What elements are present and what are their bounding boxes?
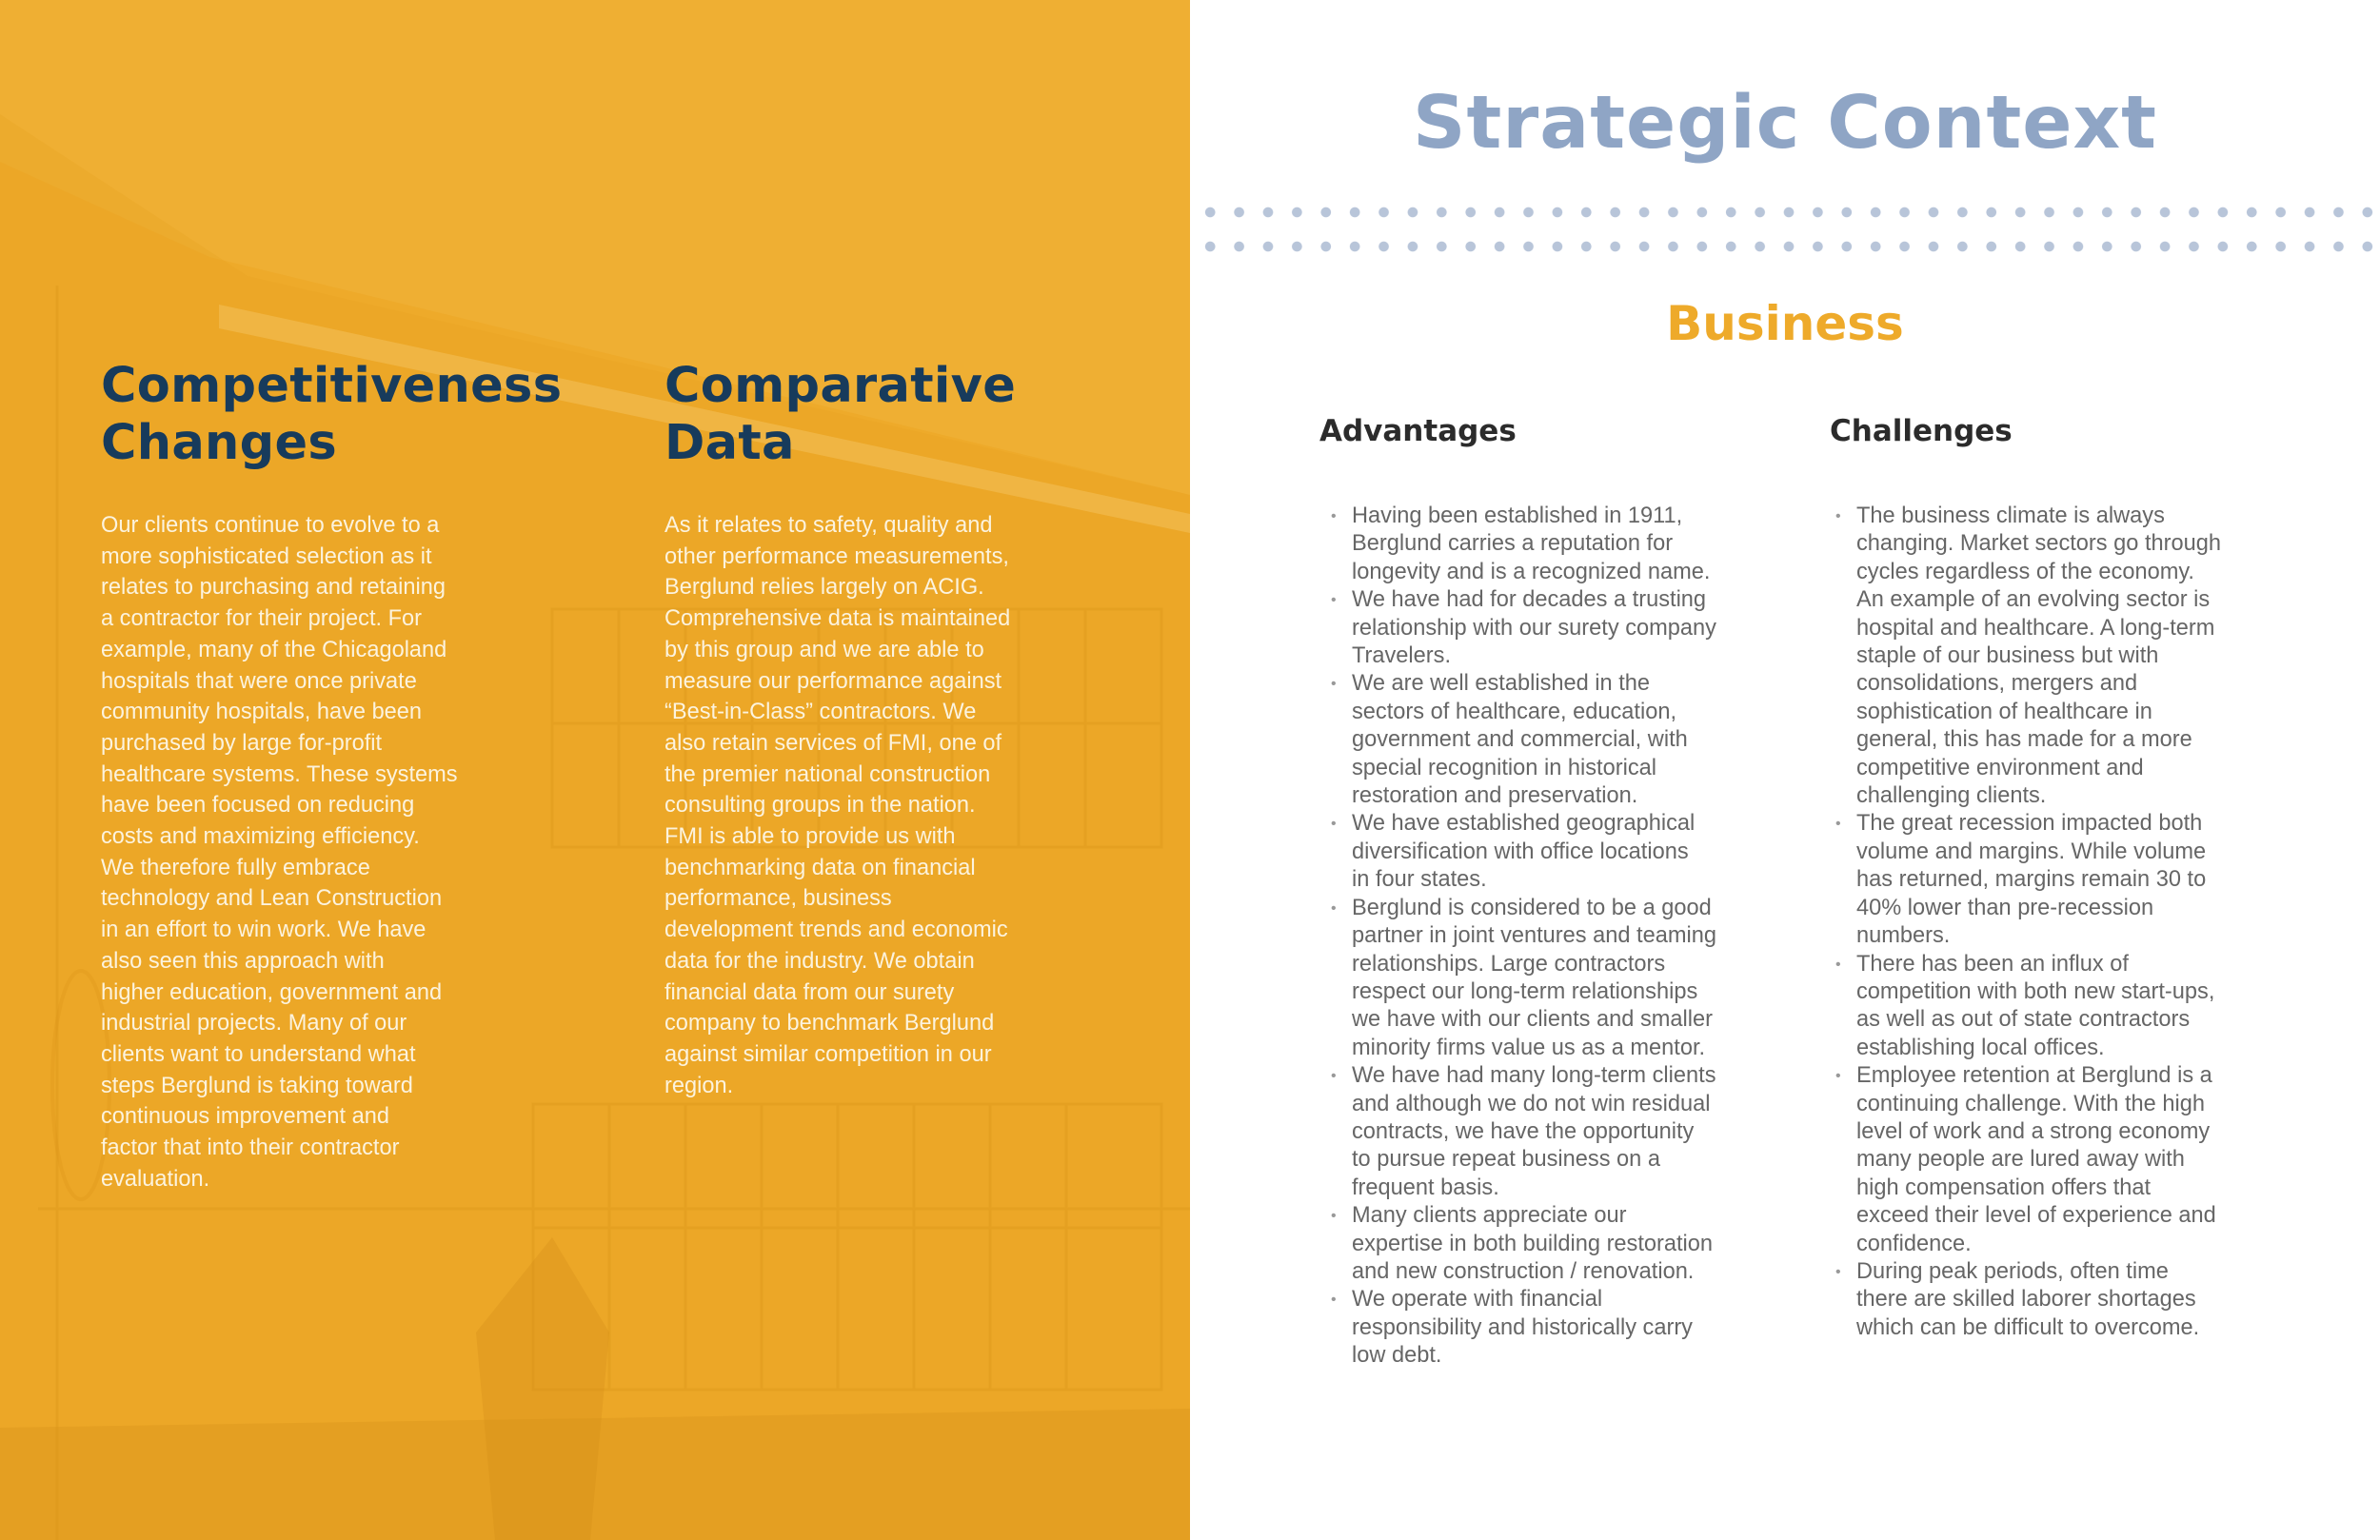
challenge-item [1856,951,2221,1063]
body-line: FMI is able to provide us with [664,824,956,850]
bullet-line: • The business climate is always [1856,503,2165,528]
body-line: Berglund relies largely on ACIG. [664,575,984,601]
challenges-heading: Challenges [1830,414,2013,448]
bullet-line: • During peak periods, often time [1856,1258,2169,1284]
heading-line: Changes [101,415,338,471]
bullet-line: competition with both new start-ups, [1856,978,2215,1004]
bullet-line: minority firms value us as a mentor. [1352,1035,1706,1060]
bullet-line: competitive environment and [1856,755,2144,780]
advantage-item [1352,1202,1716,1286]
bullet-line: • Berglund is considered to be a good [1352,895,1712,920]
bullet-line: in four states. [1352,867,1487,893]
challenge-item [1856,503,2221,810]
bullet-line: staple of our business but with [1856,643,2159,669]
advantage-item [1352,895,1716,1062]
challenge-item [1856,810,2221,950]
body-line: As it relates to safety, quality and [664,513,993,538]
body-line: hospitals that were once private [101,668,417,694]
body-line: more sophisticated selection as it [101,543,432,569]
bullet-line: responsibility and historically carry [1352,1314,1693,1340]
body-line: by this group and we are able to [664,637,984,662]
body-line: development trends and economic [664,918,1008,943]
bullet-line: • There has been an influx of [1856,951,2129,977]
body-line: also retain services of FMI, one of [664,730,1002,756]
bullet-line: relationships. Large contractors [1352,951,1666,977]
bullet-line: and new construction / renovation. [1352,1258,1695,1284]
page-title: Strategic Context [1413,81,2157,166]
bullet-line: as well as out of state contractors [1856,1007,2191,1033]
challenge-item [1856,1258,2221,1342]
bullet-line: diversification with office locations [1352,839,1689,864]
bullet-line: volume and margins. While volume [1856,839,2207,864]
competitiveness-changes-heading [101,358,562,472]
body-line: steps Berglund is taking toward [101,1073,413,1098]
body-line: have been focused on reducing [101,793,415,819]
bullet-line: level of work and a strong economy [1856,1118,2211,1144]
body-line: region. [664,1073,734,1098]
body-line: “Best-in-Class” contractors. We [664,700,977,725]
bullet-line: respect our long-term relationships [1352,978,1698,1004]
heading-line: Comparative [664,358,1017,414]
bullet-line: sectors of healthcare, education, [1352,699,1677,724]
advantage-item [1352,1286,1716,1370]
bullet-line: numbers. [1856,923,1951,949]
heading-line: Data [664,415,795,471]
bullet-line: confidence. [1856,1231,1972,1256]
competitiveness-changes-body [101,510,458,1194]
bullet-line: and although we do not win residual [1352,1091,1711,1116]
dotted-divider [1190,241,2380,252]
body-line: data for the industry. We obtain [664,948,975,974]
bullet-line: challenging clients. [1856,783,2047,809]
bullet-line: • We have established geographical [1352,811,1696,837]
bullet-line: An example of an evolving sector is [1856,587,2211,613]
body-line: evaluation. [101,1166,210,1192]
bullet-line: expertise in both building restoration [1352,1231,1714,1256]
advantages-list [1352,503,1716,1371]
body-line: the premier national construction [664,761,991,787]
body-line: company to benchmark Berglund [664,1011,995,1037]
advantage-item [1352,586,1716,670]
body-line: in an effort to win work. We have [101,918,426,943]
challenge-item [1856,1062,2221,1258]
bullet-line: • We operate with financial [1352,1287,1603,1313]
bullet-line: general, this has made for a more [1856,727,2192,753]
bullet-line: to pursue repeat business on a [1352,1147,1660,1173]
body-line: clients want to understand what [101,1041,416,1067]
bullet-line: • We have had for decades a trusting [1352,587,1707,613]
body-line: community hospitals, have been [101,700,423,725]
bullet-line: • The great recession impacted both [1856,811,2203,837]
bullet-line: continuing challenge. With the high [1856,1091,2205,1116]
bullet-line: has returned, margins remain 30 to [1856,867,2207,893]
body-line: financial data from our surety [664,979,955,1005]
dotted-divider [1190,207,2380,218]
bullet-line: government and commercial, with [1352,727,1688,753]
bullet-line: Travelers. [1352,643,1452,669]
advantage-item [1352,670,1716,810]
bullet-line: relationship with our surety company [1352,615,1716,641]
bullet-line: • Having been established in 1911, [1352,503,1683,528]
body-line: We therefore fully embrace [101,855,370,880]
bullet-line: establishing local offices. [1856,1035,2105,1060]
bullet-line: Berglund carries a reputation for [1352,531,1674,557]
body-line: continuous improvement and [101,1104,389,1130]
body-line: other performance measurements, [664,543,1009,569]
bullet-line: there are skilled laborer shortages [1856,1287,2196,1313]
bullet-line: • Employee retention at Berglund is a [1856,1063,2212,1089]
bullet-line: restoration and preservation. [1352,783,1638,809]
body-line: Comprehensive data is maintained [664,606,1011,632]
advantage-item [1352,1062,1716,1202]
body-line: measure our performance against [664,668,1002,694]
bullet-line: contracts, we have the opportunity [1352,1118,1695,1144]
bullet-line: we have with our clients and smaller [1352,1007,1713,1033]
comparative-data-heading [664,358,1016,472]
body-line: Our clients continue to evolve to a [101,513,440,538]
bullet-line: low debt. [1352,1343,1442,1369]
bullet-line: high compensation offers that [1856,1175,2152,1200]
body-line: against similar competition in our [664,1041,992,1067]
bullet-line: frequent basis. [1352,1175,1499,1200]
body-line: a contractor for their project. For [101,606,422,632]
body-line: industrial projects. Many of our [101,1011,407,1037]
advantages-heading: Advantages [1319,414,1517,448]
body-line: factor that into their contractor [101,1135,400,1161]
body-line: healthcare systems. These systems [101,761,458,787]
bullet-line: partner in joint ventures and teaming [1352,923,1716,949]
body-line: benchmarking data on financial [664,855,976,880]
advantage-item [1352,810,1716,894]
bullet-line: hospital and healthcare. A long-term [1856,615,2215,641]
comparative-data-body [664,510,1010,1101]
body-line: also seen this approach with [101,948,385,974]
bullet-line: longevity and is a recognized name. [1352,559,1711,584]
bullet-line: sophistication of healthcare in [1856,699,2152,724]
body-line: purchased by large for-profit [101,730,383,756]
section-title: Business [1666,296,1904,351]
bullet-line: • Many clients appreciate our [1352,1203,1627,1229]
body-line: technology and Lean Construction [101,886,443,912]
body-line: consulting groups in the nation. [664,793,976,819]
bullet-line: consolidations, mergers and [1856,671,2138,697]
body-line: example, many of the Chicagoland [101,637,447,662]
bullet-line: special recognition in historical [1352,755,1656,780]
heading-line: Competitiveness [101,358,563,414]
bullet-line: exceed their level of experience and [1856,1203,2216,1229]
bullet-line: 40% lower than pre-recession [1856,895,2154,920]
body-line: performance, business [664,886,892,912]
challenges-list [1856,503,2221,1342]
bullet-line: cycles regardless of the economy. [1856,559,2194,584]
bullet-line: • We are well established in the [1352,671,1651,697]
bullet-line: changing. Market sectors go through [1856,531,2221,557]
bullet-line: which can be difficult to overcome. [1856,1314,2200,1340]
body-line: relates to purchasing and retaining [101,575,446,601]
bullet-line: • We have had many long-term clients [1352,1063,1716,1089]
bullet-line: many people are lured away with [1856,1147,2185,1173]
advantage-item [1352,503,1716,586]
body-line: higher education, government and [101,979,443,1005]
body-line: costs and maximizing efficiency. [101,824,420,850]
